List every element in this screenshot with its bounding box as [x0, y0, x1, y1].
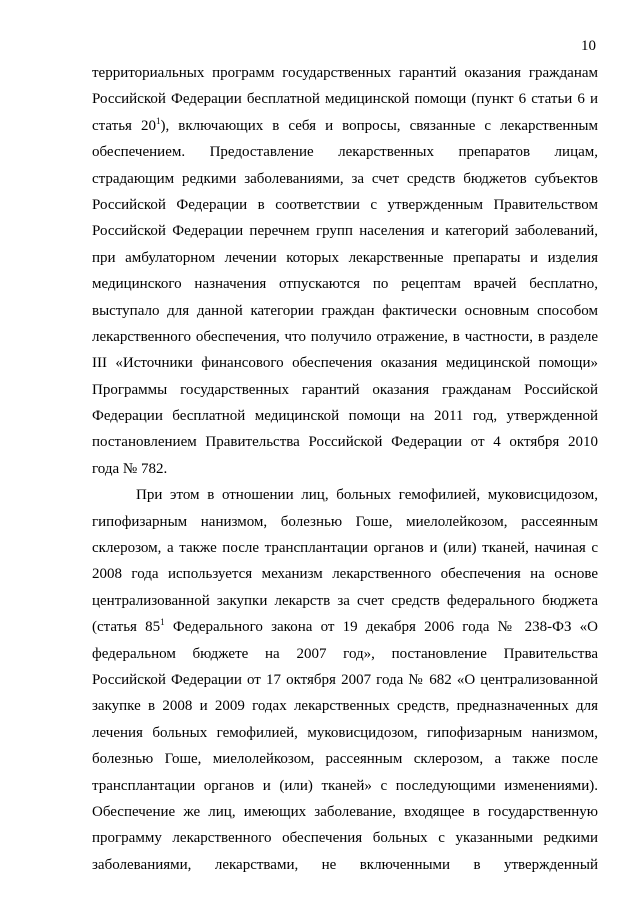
text-line: Российской Федерации бесплатной медицинской помощи (пункт 6 статьи 6 и	[92, 91, 598, 108]
text-line: гипофизарным нанизмом, болезнью Гоше, миелолейкозом, рассеянным	[92, 513, 598, 530]
text-line: года № 782.	[92, 460, 168, 477]
text-line: (статья $85^1$ Федерального закона от 19 декабря 2006 года № 238-ФЗ «О	[92, 617, 598, 636]
page-number: 10	[581, 38, 596, 54]
text-line: централизованной закупки лекарств за счет средств федерального бюджета	[92, 592, 598, 609]
text-line: Федерации бесплатной медицинской помощи на 2011 год, утвержденной	[92, 408, 598, 425]
text-line: федеральном бюджете на 2007 год», постановление Правительства	[92, 645, 598, 662]
text-line: закупке в 2008 и 2009 годах лекарственных средств, предназначенных для	[92, 698, 598, 715]
text-line: Программы государственных гарантий оказания гражданам Российской	[92, 381, 598, 398]
text-line: болезнью Гоше, миелолейкозом, рассеянным склерозом, а также после	[92, 751, 598, 768]
text-line: территориальных программ государственных гарантий оказания гражданам	[92, 65, 598, 81]
text-line: программу лекарственного обеспечения больных с указанными редкими	[92, 830, 598, 847]
text-line: обеспечением. Предоставление лекарственных препаратов лицам,	[92, 144, 598, 161]
text-line: При этом в отношении лиц, больных гемофилией, муковисцидозом,	[136, 487, 598, 504]
text-line: Российской Федерации перечнем групп населения и категорий заболеваний,	[92, 223, 598, 240]
text-line: страдающим редкими заболеваниями, за счет средств бюджетов субъектов	[92, 170, 598, 187]
text-line: выступало для данной категории граждан фактически основным способом	[92, 302, 598, 319]
text-line: лекарственного обеспечения, что получило отражение, в частности, в разделе	[92, 328, 598, 345]
text-line: статья $20^1$), включающих в себя и вопросы, связанные с лекарственным	[92, 115, 598, 134]
paragraph-1	[92, 60, 598, 482]
text-line: медицинского назначения отпускаются по рецептам врачей бесплатно,	[92, 276, 598, 293]
body-text	[92, 60, 598, 878]
text-line: Обеспечение же лиц, имеющих заболевание, входящее в государственную	[92, 803, 598, 820]
text-line: постановлением Правительства Российской Федерации от 4 октября 2010	[92, 434, 598, 451]
text-line: лечения больных гемофилией, муковисцидозом, гипофизарным нанизмом,	[92, 724, 598, 741]
text-line: трансплантации органов и (или) тканей» с последующими изменениями).	[92, 777, 598, 794]
text-line: Российской Федерации от 17 октября 2007 года № 682 «О централизованной	[92, 671, 598, 688]
paragraph-2	[92, 482, 598, 878]
text-line: заболеваниями, лекарствами, не включенными в утвержденный	[92, 856, 598, 873]
text-line: 2008 года используется механизм лекарственного обеспечения на основе	[92, 566, 598, 583]
text-line: при амбулаторном лечении которых лекарственные препараты и изделия	[92, 249, 598, 266]
text-line: склерозом, а также после трансплантации органов и (или) тканей, начиная с	[92, 540, 598, 557]
text-line: III «Источники финансового обеспечения оказания медицинской помощи»	[92, 355, 598, 372]
text-line: Российской Федерации в соответствии с утвержденным Правительством	[92, 196, 598, 213]
